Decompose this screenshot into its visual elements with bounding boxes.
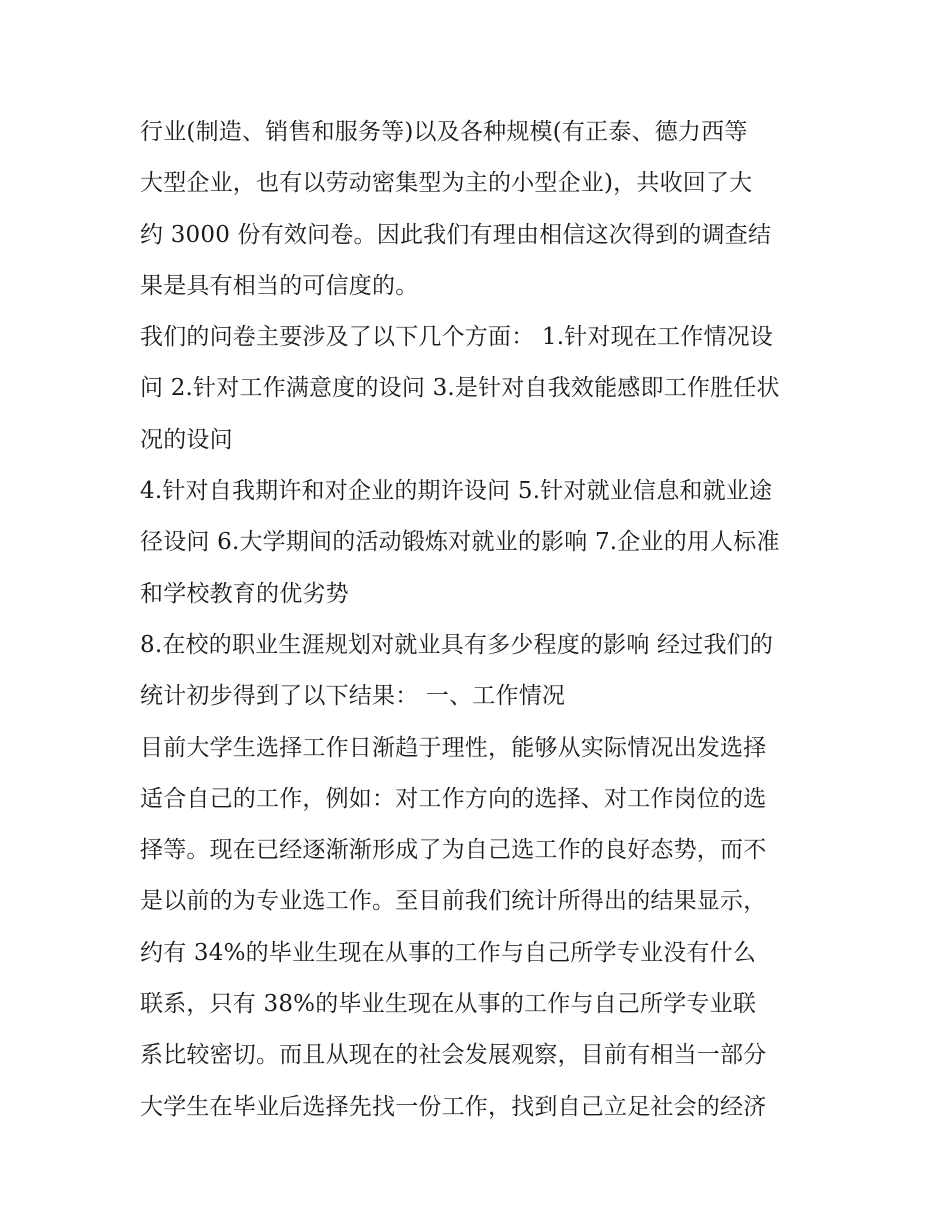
text-line: 择等。现在已经逐渐渐形成了为自己选工作的良好态势，而不 xyxy=(140,837,767,864)
text-line: 联系，只有 38%的毕业生现在从事的工作与自己所学专业联 xyxy=(140,991,757,1018)
text-line: 系比较密切。而且从现在的社会发展观察，目前有相当一部分 xyxy=(140,1042,767,1069)
text-line: 4.针对自我期许和对企业的期许设问 5.针对就业信息和就业途 xyxy=(140,478,773,505)
text-line: 我们的问卷主要涉及了以下几个方面： 1.针对现在工作情况设 xyxy=(140,324,774,351)
text-line: 约有 34%的毕业生现在从事的工作与自己所学专业没有什么 xyxy=(140,939,757,966)
text-line: 径设问 6.大学期间的活动锻炼对就业的影响 7.企业的用人标准 xyxy=(140,529,780,556)
text-line: 统计初步得到了以下结果： 一、工作情况 xyxy=(140,683,566,710)
text-line: 约 3000 份有效问卷。因此我们有理由相信这次得到的调查结 xyxy=(140,221,772,248)
text-line: 况的设问 xyxy=(140,426,233,453)
text-line: 8.在校的职业生涯规划对就业具有多少程度的影响 经过我们的 xyxy=(140,631,774,658)
text-line: 行业(制造、销售和服务等)以及各种规模(有正泰、德力西等 xyxy=(140,119,748,145)
text-line: 大学生在毕业后选择先找一份工作，找到自己立足社会的经济 xyxy=(140,1093,767,1120)
text-line: 适合自己的工作，例如：对工作方向的选择、对工作岗位的选 xyxy=(140,785,767,812)
text-line: 是以前的为专业选工作。至目前我们统计所得出的结果显示， xyxy=(140,888,767,915)
text-line: 目前大学生选择工作日渐趋于理性，能够从实际情况出发选择 xyxy=(140,734,767,761)
text-line: 大型企业，也有以劳动密集型为主的小型企业)，共收回了大 xyxy=(140,170,753,197)
text-line: 果是具有相当的可信度的。 xyxy=(140,272,419,299)
body-text xyxy=(140,107,820,1133)
text-line: 问 2.针对工作满意度的设问 3.是针对自我效能感即工作胜任状 xyxy=(140,375,780,402)
text-line: 和学校教育的优劣势 xyxy=(140,580,349,607)
